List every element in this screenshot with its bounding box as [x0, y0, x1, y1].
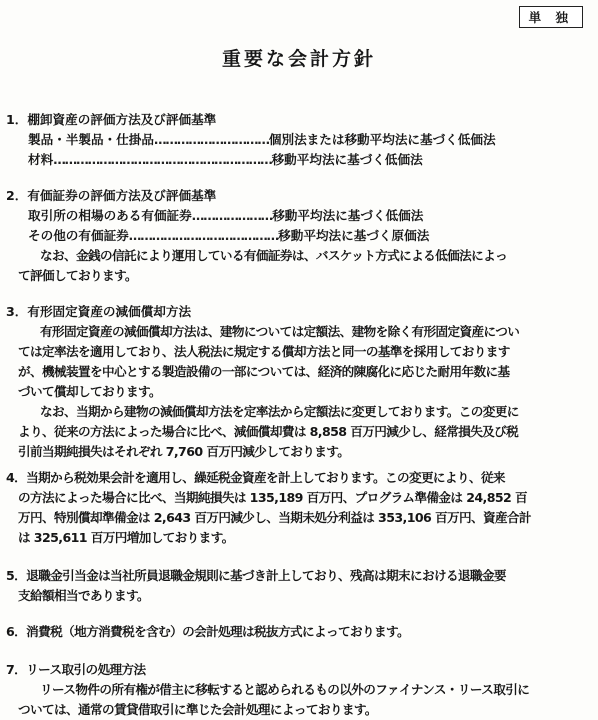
row-label: 材料 [28, 152, 54, 167]
paragraph-line: 引前当期純損失はそれぞれ 7,760 百万円減少しております。 [18, 444, 350, 459]
policy-row [6, 206, 594, 226]
section-1 [6, 110, 594, 170]
paragraph-line: づいて償却しております。 [18, 384, 161, 399]
section-heading: 5．退職金引当金は当社所員退職金規則に基づき計上しており、残高は期末における退職金要 [6, 568, 506, 583]
section-heading: 1．棚卸資産の評価方法及び評価基準 [6, 112, 217, 127]
paragraph-line: ついては、通常の賃貸借取引に準じた会計処理によっております。 [18, 702, 377, 717]
paragraph-line: 万円、特別償却準備金は 2,643 百万円減少し、当期未処分利益は 353,106 百万円、資産合計 [18, 510, 531, 525]
page-title: 重要な会計方針 [221, 48, 376, 70]
leader-dots: ………………………………………………… [53, 152, 272, 167]
section-heading: 2．有価証券の評価方法及び評価基準 [6, 188, 217, 203]
row-label: その他の有価証券 [28, 228, 129, 243]
paragraph-line: は 325,611 百万円増加しております。 [18, 530, 234, 545]
row-value: 移動平均法に基づく低価法 [271, 152, 423, 167]
section-paragraph [6, 586, 594, 606]
section-3 [6, 302, 594, 462]
section-7 [6, 660, 594, 720]
section-paragraph [6, 680, 594, 720]
section-6 [6, 622, 594, 642]
paragraph-line: が、機械装置を中心とする製造設備の一部については、経済的陳腐化に応じた耐用年数に基 [18, 364, 510, 379]
section-4 [6, 468, 594, 548]
section-heading: 7．リース取引の処理方法 [6, 662, 146, 677]
paragraph-line: ては定率法を適用しており、法人税法に規定する償却方法と同一の基準を採用しております [18, 344, 510, 359]
non-consolidated-badge: 単 独 [519, 6, 583, 28]
paragraph-line: て評価しております。 [18, 268, 137, 283]
section-paragraph [6, 488, 594, 548]
policy-row [6, 130, 594, 150]
section-heading: 4．当期から税効果会計を適用し、繰延税金資産を計上しております。この変更により、従来 [6, 470, 505, 485]
row-value: 個別法または移動平均法に基づく低価法 [268, 132, 496, 147]
paragraph-line: リース物件の所有権が借主に移転すると認められるもの以外のファイナンス・リース取引に [40, 682, 530, 697]
row-value: 移動平均法に基づく低価法 [272, 208, 424, 223]
section-2 [6, 186, 594, 286]
section-paragraph [6, 402, 594, 462]
policy-row [6, 226, 594, 246]
row-label: 製品・半製品・仕掛品 [28, 132, 154, 147]
policy-row [6, 150, 594, 170]
paragraph-line: なお、当期から建物の減価償却方法を定率法から定額法に変更しております。この変更に [40, 404, 519, 419]
leader-dots: ………………………… [153, 132, 269, 147]
paragraph-line: 支給額相当であります。 [18, 588, 149, 603]
section-paragraph [6, 246, 594, 286]
leader-dots: ………………………………… [128, 228, 279, 243]
paragraph-line: より、従来の方法によった場合に比べ、減価償却費は 8,858 百万円減少し、経常損失及び税 [18, 424, 519, 439]
row-label: 取引所の相場のある有価証券 [28, 208, 192, 223]
leader-dots: ………………… [191, 208, 273, 223]
section-heading: 3．有形固定資産の減価償却方法 [6, 304, 192, 319]
section-heading: 6．消費税（地方消費税を含む）の会計処理は税抜方式によっております。 [6, 624, 409, 639]
section-5 [6, 566, 594, 606]
row-value: 移動平均法に基づく原価法 [278, 228, 430, 243]
section-paragraph [6, 322, 594, 402]
paragraph-line: の方法によった場合に比べ、当期純損失は 135,189 百万円、プログラム準備金は 24,852 百 [18, 490, 527, 505]
paragraph-line: 有形固定資産の減価償却方法は、建物については定額法、建物を除く有形固定資産につい [40, 324, 520, 339]
paragraph-line: なお、金銭の信託により運用している有価証券は、バスケット方式による低価法によっ [40, 248, 508, 263]
